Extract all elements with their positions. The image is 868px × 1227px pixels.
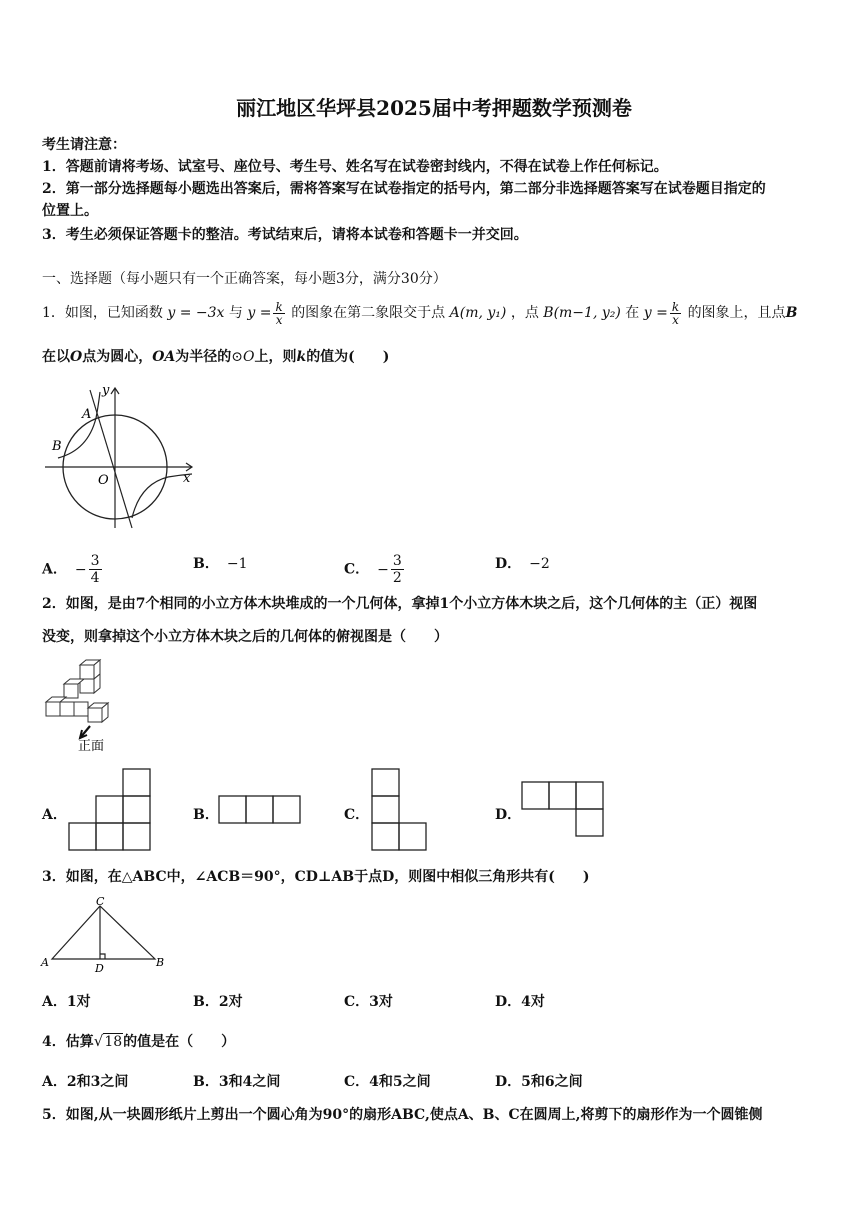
option-letter: C． <box>344 561 370 578</box>
fraction <box>89 553 102 586</box>
q2-option-a-figure <box>68 768 152 850</box>
option-value: −1 <box>226 556 248 572</box>
q1-text: 在 <box>625 305 640 321</box>
question-5-line-1: 5．如图,从一块圆形纸片上剪出一个圆心角为90°的扇形ABC,使点A、B、C在圆周上,将剪下的扇形作为一个圆锥侧 <box>42 1107 763 1123</box>
q2-option-d-figure <box>521 781 605 837</box>
option-letter: D． <box>495 556 522 572</box>
q1-figure <box>40 380 200 530</box>
q1-option-b[interactable] <box>193 553 247 573</box>
q1-text: 1．如图，已知函数 <box>42 305 163 321</box>
q1-text: OA <box>152 349 176 365</box>
frac-num: k <box>671 299 680 314</box>
fig-label-front: 正面 <box>78 739 105 754</box>
q2-option-c[interactable]: C． <box>344 807 370 823</box>
q1-option-c[interactable] <box>344 553 406 586</box>
q4-option-c[interactable]: C．4和5之间 <box>344 1074 431 1090</box>
q4-option-d[interactable]: D．5和6之间 <box>495 1074 583 1090</box>
question-2-line-1: 2．如图，是由7个相同的小立方体木块堆成的一个几何体，拿掉1个小立方体木块之后，这个几何体的主（正）视图 <box>42 596 758 612</box>
frac-den: x <box>275 312 283 327</box>
fraction <box>391 553 404 586</box>
notice-heading: 考生请注意： <box>42 137 126 153</box>
q1-eq2: y = <box>247 305 272 321</box>
q1-text: 与 <box>228 305 243 321</box>
q3-triangle-figure <box>40 896 170 976</box>
q2-option-d[interactable]: D． <box>495 807 522 823</box>
q2-option-a[interactable]: A． <box>42 807 67 823</box>
question-4-line-1 <box>42 1031 235 1051</box>
q4-option-b[interactable]: B．3和4之间 <box>193 1074 281 1090</box>
question-1-line-2 <box>42 346 389 366</box>
notice-item: 3．考生必须保证答题卡的整洁。考试结束后，请将本试卷和答题卡一并交回。 <box>42 227 528 243</box>
section-heading: 一、选择题（每小题只有一个正确答案，每小题3分，满分30分） <box>42 271 447 287</box>
q1-text: k <box>296 349 307 365</box>
q2-cube-figure <box>42 660 122 755</box>
q1-text: 上，则 <box>254 349 297 365</box>
option-value: −2 <box>529 556 550 572</box>
question-1-line-1 <box>42 300 797 326</box>
fig-label-b: B <box>52 439 62 454</box>
fraction <box>273 301 284 326</box>
frac-den: 2 <box>392 570 402 586</box>
page-title: 丽江地区华坪县2025届中考押题数学预测卷 <box>236 96 632 120</box>
q2-option-b[interactable]: B． <box>193 807 219 823</box>
sqrt-radicand: 18 <box>104 1034 123 1050</box>
q1-text: 在以 <box>42 349 70 365</box>
fig-label-x: x <box>183 471 191 486</box>
q4-option-a[interactable]: A．2和3之间 <box>42 1074 129 1090</box>
fig-label-o: O <box>98 473 109 488</box>
fig-label-y: y <box>102 383 110 398</box>
q1-point-a: A(m, y₁) <box>449 305 507 321</box>
option-letter: A． <box>42 561 67 578</box>
q1-text: 的值为( ) <box>306 349 390 365</box>
fig-label-d: D <box>95 962 104 975</box>
q4-text: 4．估算 <box>42 1034 94 1050</box>
notice-item: 1．答题前请将考场、试室号、座位号、考生号、姓名写在试卷密封线内，不得在试卷上作任何标记。 <box>42 159 668 175</box>
q1-eq1: y = −3x <box>167 305 225 321</box>
frac-num: k <box>275 299 283 314</box>
question-3-line-1: 3．如图，在△ABC中，∠ACB＝90°，CD⊥AB于点D，则图中相似三角形共有( ) <box>42 869 590 885</box>
q1-text: 点为圆心， <box>82 349 153 365</box>
q1-option-a[interactable] <box>42 553 104 586</box>
q1-point-b: B(m−1, y₂) <box>543 305 621 321</box>
question-2-line-2: 没变，则拿掉这个小立方体木块之后的几何体的俯视图是（ ） <box>42 629 448 645</box>
q1-text: 的图象上，且点 <box>687 305 786 321</box>
q1-text: 的图象在第二象限交于点 <box>291 305 446 321</box>
q2-option-b-figure <box>218 795 302 825</box>
frac-num: 3 <box>90 553 100 569</box>
q1-text: 为半径的 <box>175 349 232 365</box>
notice-item: 位置上。 <box>42 203 98 219</box>
notice-item: 2．第一部分选择题每小题选出答案后，需将答案写在试卷指定的括号内，第二部分非选择题答案写在试卷题目指定的 <box>42 181 766 197</box>
q3-option-c[interactable]: C．3对 <box>344 994 393 1010</box>
q3-option-b[interactable]: B．2对 <box>193 994 243 1010</box>
fraction <box>670 301 681 326</box>
fig-label-b: B <box>156 956 165 969</box>
fig-label-a: A <box>41 956 49 969</box>
option-letter: B． <box>193 556 219 572</box>
q4-text: 的值是在（ ） <box>123 1034 236 1050</box>
option-sign: − <box>377 561 389 578</box>
q1-option-d[interactable] <box>495 553 550 573</box>
q3-option-a[interactable]: A．1对 <box>42 994 91 1010</box>
frac-den: 4 <box>90 570 100 586</box>
option-sign: − <box>74 561 87 578</box>
frac-num: 3 <box>392 553 402 569</box>
q2-option-c-figure <box>371 768 427 850</box>
fig-label-a: A <box>82 407 92 422</box>
q1-text: B <box>785 305 798 321</box>
fig-label-c: C <box>96 895 105 908</box>
sqrt-sign: √ <box>93 1032 104 1050</box>
q1-text: ⊙O <box>231 349 255 365</box>
q1-eq3: y = <box>643 305 668 321</box>
q1-text: O <box>70 349 83 365</box>
frac-den: x <box>672 312 679 327</box>
q1-text: ，点 <box>510 305 539 321</box>
q3-option-d[interactable]: D．4对 <box>495 994 545 1010</box>
